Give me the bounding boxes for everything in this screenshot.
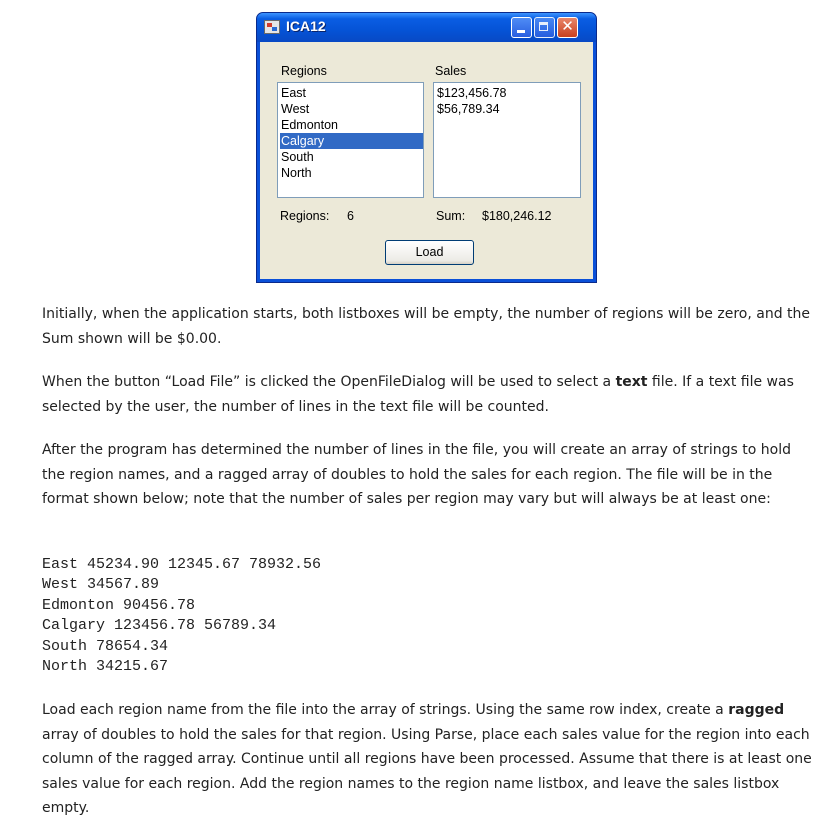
regions-listbox[interactable] [277,82,424,198]
code-line: North 34215.67 [42,658,169,676]
code-line: East 45234.90 12345.67 78932.56 [42,556,322,573]
window-title: ICA12 [286,18,326,34]
sales-item[interactable]: $56,789.34 [437,102,500,116]
paragraph-text: Load each region name from the file into the array of strings. Using the same row index, create a [42,702,729,718]
bold-text-term: text [615,374,648,390]
app-icon[interactable] [264,20,280,34]
close-button[interactable] [557,17,578,38]
code-line: South 78654.34 [42,637,169,655]
region-item-edmonton[interactable]: Edmonton [281,118,338,132]
load-button[interactable]: Load [385,240,474,265]
regions-count-value: 6 [347,209,354,223]
paragraph-load-file [42,370,812,419]
region-item-east[interactable]: East [281,86,307,100]
app-window [256,12,597,283]
paragraph-initial-state: Initially, when the application starts, both listboxes will be empty, the number of regions will be zero, and the Sum shown will be $0.00. [42,306,811,347]
paragraph-ragged-array [42,698,812,821]
paragraph-text: When the button “Load File” is clicked the OpenFileDialog will be used to select a [42,374,616,390]
regions-label: Regions [281,64,327,78]
minimize-button[interactable] [511,17,532,38]
paragraph-array-creation: After the program has determined the number of lines in the file, you will create an array of strings to hold the region names, and a ragged array of doubles to hold the sales for each region. The file will be in the format shown below; note that the number of sales per region may vary but will always be at least one: [42,442,791,507]
maximize-button[interactable] [534,17,555,38]
bold-text-ragged: ragged [728,702,785,718]
sales-listbox[interactable] [433,82,581,198]
sum-value: $180,246.12 [482,209,552,223]
sales-item[interactable]: $123,456.78 [437,86,507,100]
sales-label: Sales [435,64,467,78]
regions-count-label: Regions: [280,209,330,223]
form-client-area [260,42,593,279]
file-format-code-block [42,555,321,677]
code-line: Calgary 123456.78 56789.34 [42,617,277,635]
region-item-north[interactable]: North [281,166,312,180]
close-icon: ✕ [561,17,574,35]
paragraph-text: file. If a text file was selected by the user, the number of lines in the text file will be counted. [42,374,794,415]
region-item-south[interactable]: South [281,150,314,164]
region-item-calgary-selected[interactable]: Calgary [280,133,423,149]
title-bar[interactable] [257,13,596,42]
code-line: Edmonton 90456.78 [42,596,196,614]
code-line: West 34567.89 [42,576,160,594]
paragraph-text: array of doubles to hold the sales for that region. Using Parse, place each sales value for the region into each column of the ragged array. Continue until all regions have been processed. Assume that there is at least one sales value for each region. Add the region names to the region name listbox, and leave the sales listbox empty. [42,726,812,816]
region-item-west[interactable]: West [281,102,310,116]
sum-label: Sum: [436,209,466,223]
